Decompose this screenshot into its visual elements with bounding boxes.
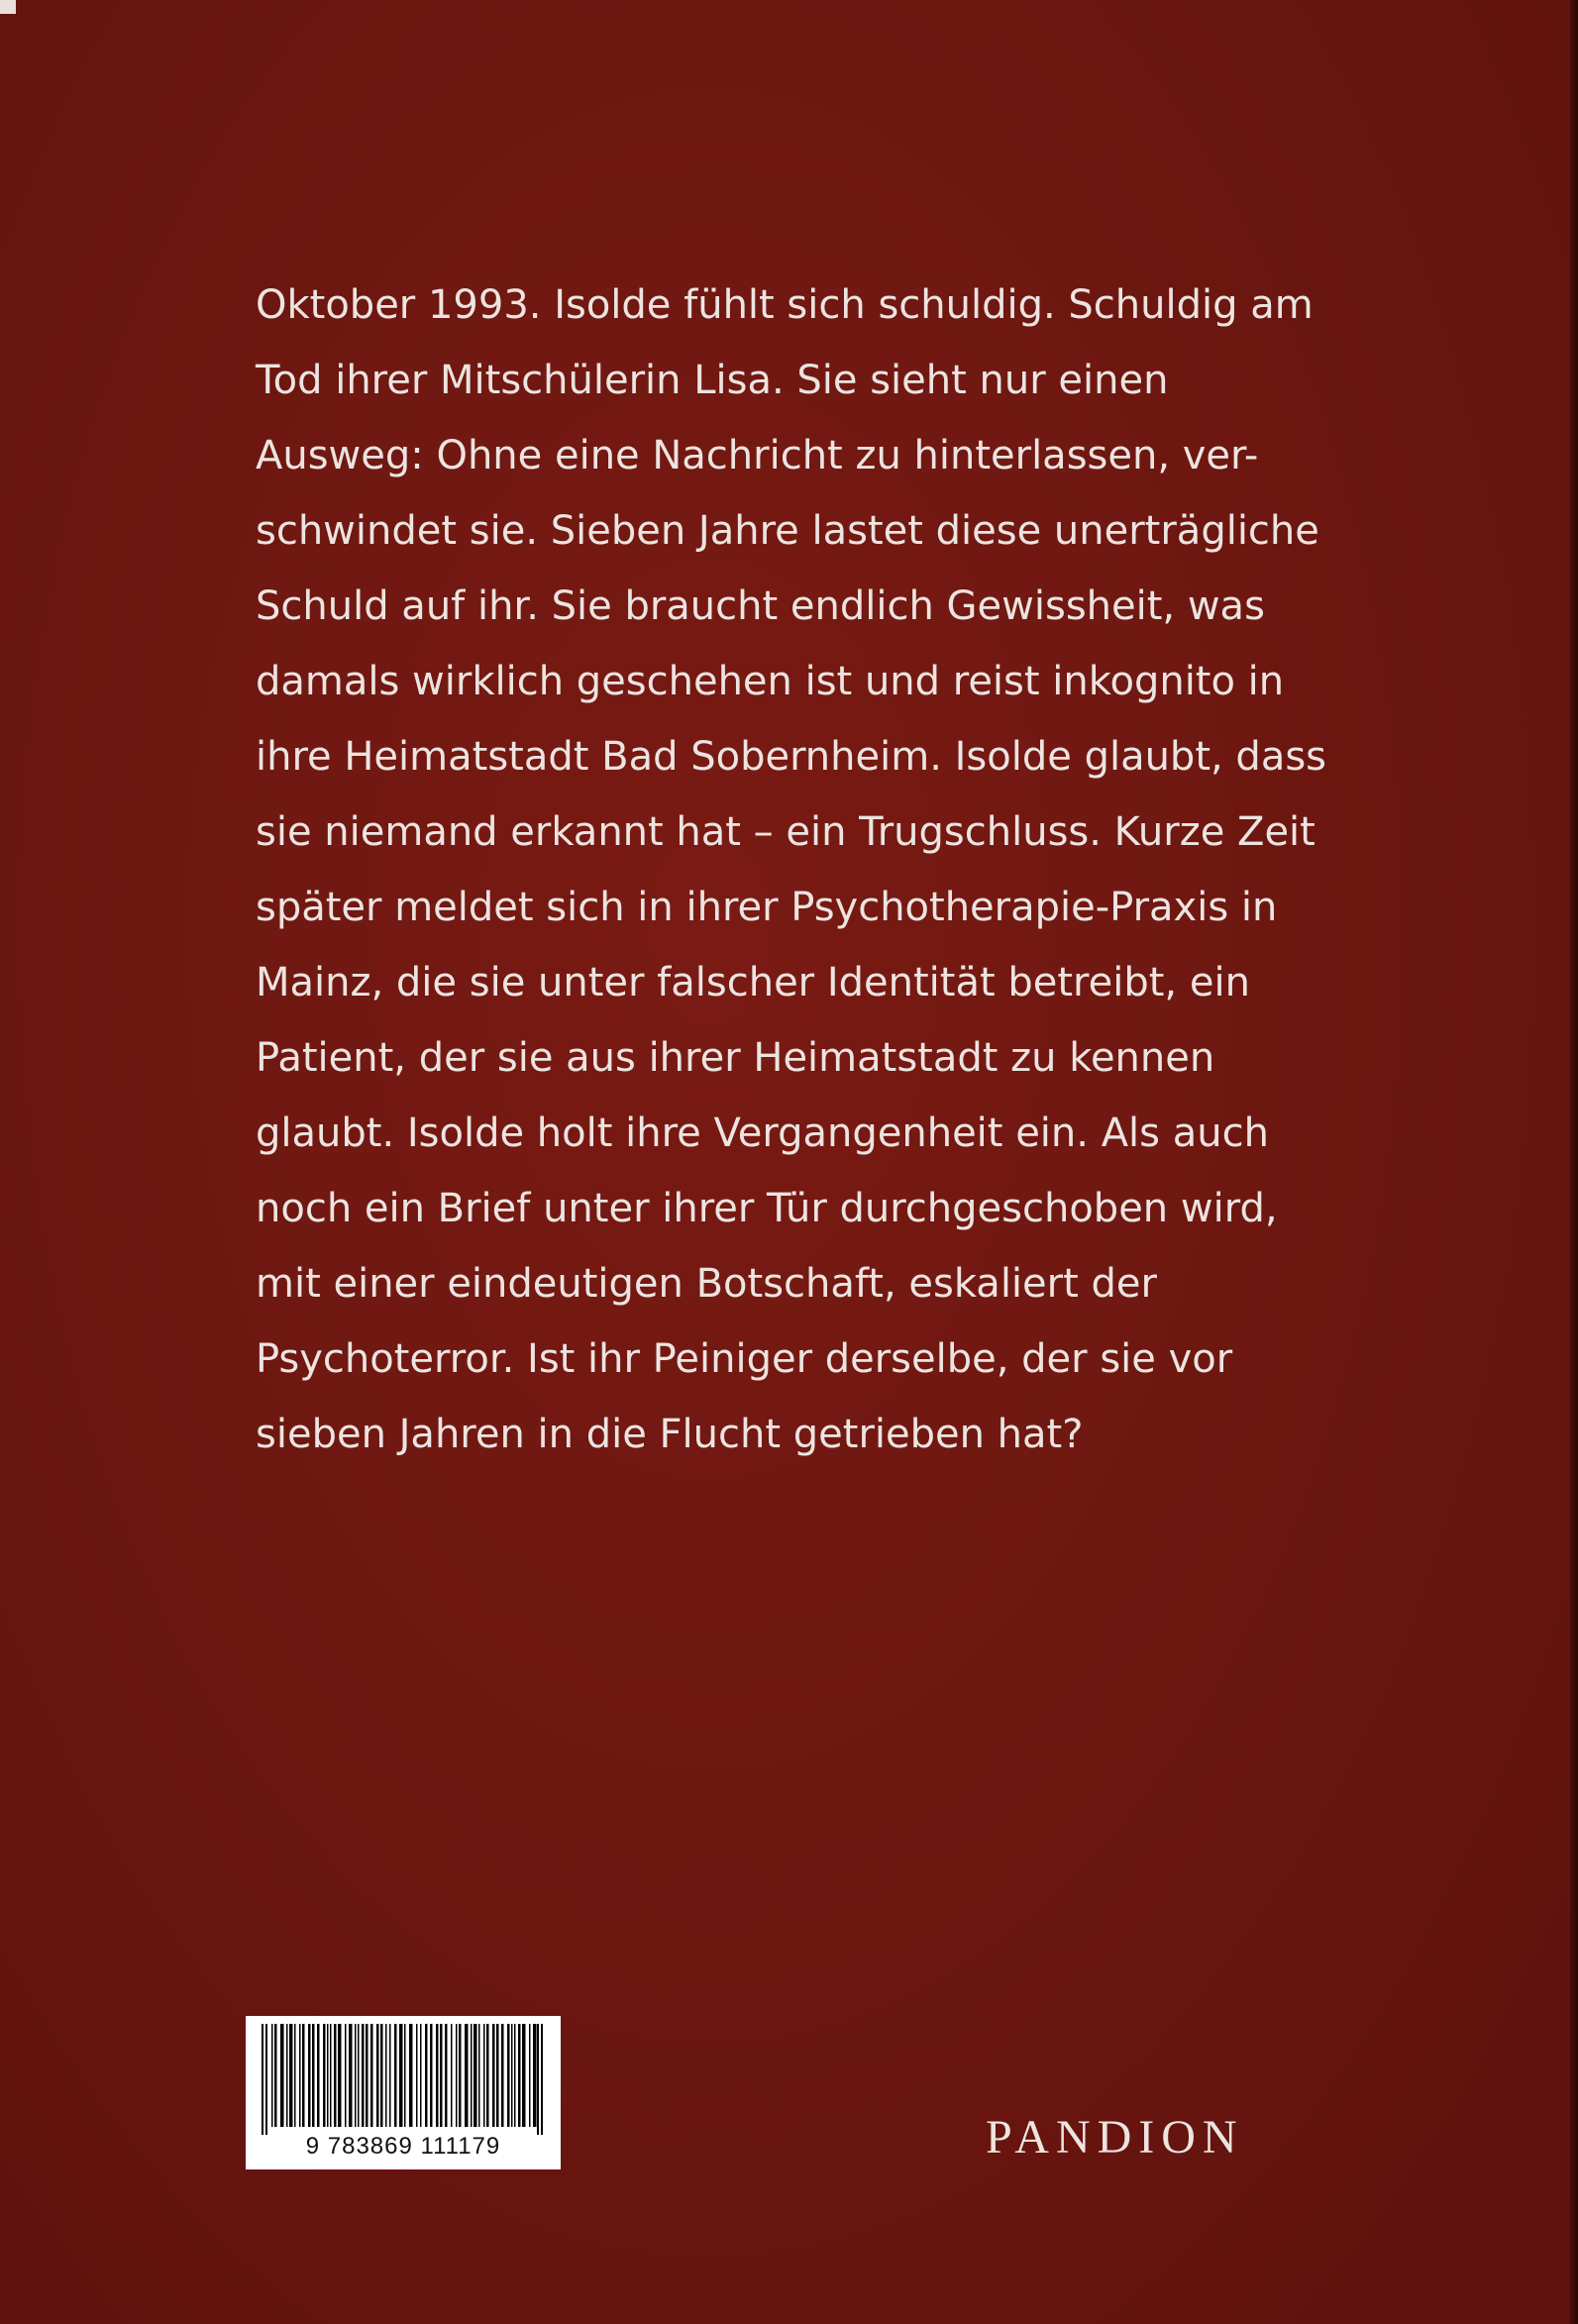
- isbn-barcode: [246, 2016, 561, 2169]
- barcode-bar: [486, 2024, 489, 2127]
- blurb-line: sieben Jahren in die Flucht getrieben hat?: [256, 1412, 1084, 1457]
- barcode-bar: [271, 2024, 273, 2127]
- barcode-bar: [389, 2024, 391, 2127]
- barcode-bar: [385, 2024, 387, 2127]
- barcode-bar: [511, 2024, 513, 2127]
- barcode-bars: [246, 2016, 561, 2135]
- blurb-line: schwindet sie. Sieben Jahre lastet diese unerträgliche: [256, 508, 1319, 554]
- cover-edge: [1570, 0, 1578, 2324]
- barcode-bar: [416, 2024, 418, 2127]
- barcode-bar: [471, 2024, 473, 2127]
- barcode-bar: [420, 2024, 422, 2127]
- blurb-line: später meldet sich in ihrer Psychotherapie-Praxis in: [256, 885, 1278, 930]
- barcode-bar: [529, 2024, 531, 2127]
- barcode-bar: [514, 2024, 516, 2127]
- barcode-bar: [294, 2024, 296, 2127]
- barcode-bar: [522, 2024, 526, 2127]
- barcode-guard-bar: [262, 2024, 263, 2135]
- blurb-line: noch ein Brief unter ihrer Tür durchgeschoben wird,: [256, 1186, 1278, 1231]
- barcode-bar: [399, 2024, 403, 2127]
- barcode-bar: [327, 2024, 329, 2127]
- barcode-bar: [478, 2024, 480, 2127]
- blurb-line: Psychoterror. Ist ihr Peiniger derselbe, der sie vor: [256, 1336, 1233, 1382]
- barcode-bar: [323, 2024, 326, 2127]
- blurb-line: damals wirklich geschehen ist und reist inkognito in: [256, 659, 1285, 704]
- barcode-bar: [349, 2024, 353, 2127]
- barcode-bar: [345, 2024, 347, 2127]
- barcode-bar: [533, 2024, 537, 2127]
- publisher-logo-text: PANDION: [986, 2111, 1244, 2164]
- barcode-bar: [330, 2024, 332, 2127]
- barcode-bar: [445, 2024, 448, 2127]
- barcode-bar: [496, 2024, 499, 2127]
- barcode-bar: [425, 2024, 428, 2127]
- barcode-bar: [302, 2024, 305, 2127]
- barcode-guard-bar: [541, 2024, 543, 2135]
- barcode-bar: [376, 2024, 379, 2127]
- barcode-bar: [299, 2024, 301, 2127]
- barcode-bar: [465, 2024, 469, 2127]
- barcode-bar: [312, 2024, 315, 2127]
- barcode-bar: [289, 2024, 293, 2127]
- isbn-number: 9 783869 111179: [305, 2133, 501, 2160]
- blurb-line: Oktober 1993. Isolde fühlt sich schuldig. Schuldig am: [256, 282, 1314, 328]
- barcode-bar: [430, 2024, 433, 2127]
- blurb-line: mit einer eindeutigen Botschaft, eskaliert der: [256, 1261, 1157, 1307]
- barcode-bar: [436, 2024, 439, 2127]
- barcode-bar: [286, 2024, 288, 2127]
- barcode-bar: [507, 2024, 510, 2127]
- barcode-bar: [409, 2024, 413, 2127]
- barcode-bar: [366, 2024, 368, 2127]
- barcode-bar: [483, 2024, 485, 2127]
- barcode-bar: [404, 2024, 406, 2127]
- barcode-bar: [362, 2024, 365, 2127]
- barcode-bar: [440, 2024, 443, 2127]
- barcode-bar: [355, 2024, 357, 2127]
- blurb-line: Schuld auf ihr. Sie braucht endlich Gewissheit, was: [256, 583, 1265, 629]
- blurb-line: Tod ihrer Mitschülerin Lisa. Sie sieht nur einen: [256, 358, 1169, 403]
- corner-scan-mark: [0, 0, 16, 14]
- barcode-guard-bar: [537, 2024, 539, 2135]
- barcode-bar: [317, 2024, 320, 2127]
- blurb-line: ihre Heimatstadt Bad Sobernheim. Isolde glaubt, dass: [256, 734, 1327, 780]
- barcode-bar: [456, 2024, 458, 2127]
- barcode-bar: [274, 2024, 277, 2127]
- barcode-bar: [308, 2024, 311, 2127]
- barcode-bar: [492, 2024, 495, 2127]
- barcode-bar: [380, 2024, 383, 2127]
- blurb-line: sie niemand erkannt hat – ein Trugschluss. Kurze Zeit: [256, 809, 1315, 855]
- blurb-text: [256, 267, 1355, 1472]
- barcode-bar: [280, 2024, 284, 2127]
- barcode-bar: [370, 2024, 373, 2127]
- blurb-line: Mainz, die sie unter falscher Identität betreibt, ein: [256, 960, 1250, 1005]
- blurb-line: glaubt. Isolde holt ihre Vergangenheit ein. Als auch: [256, 1110, 1269, 1156]
- barcode-guard-bar: [265, 2024, 267, 2135]
- barcode-bar: [358, 2024, 360, 2127]
- barcode-bar: [334, 2024, 337, 2127]
- barcode-bar: [473, 2024, 477, 2127]
- blurb-line: Patient, der sie aus ihrer Heimatstadt zu kennen: [256, 1035, 1215, 1081]
- blurb-line: Ausweg: Ohne eine Nachricht zu hinterlassen, ver-: [256, 433, 1259, 478]
- barcode-bar: [394, 2024, 397, 2127]
- barcode-bar: [338, 2024, 342, 2127]
- barcode-bar: [518, 2024, 521, 2127]
- barcode-bar: [459, 2024, 462, 2127]
- barcode-bar: [501, 2024, 504, 2127]
- barcode-bar: [451, 2024, 453, 2127]
